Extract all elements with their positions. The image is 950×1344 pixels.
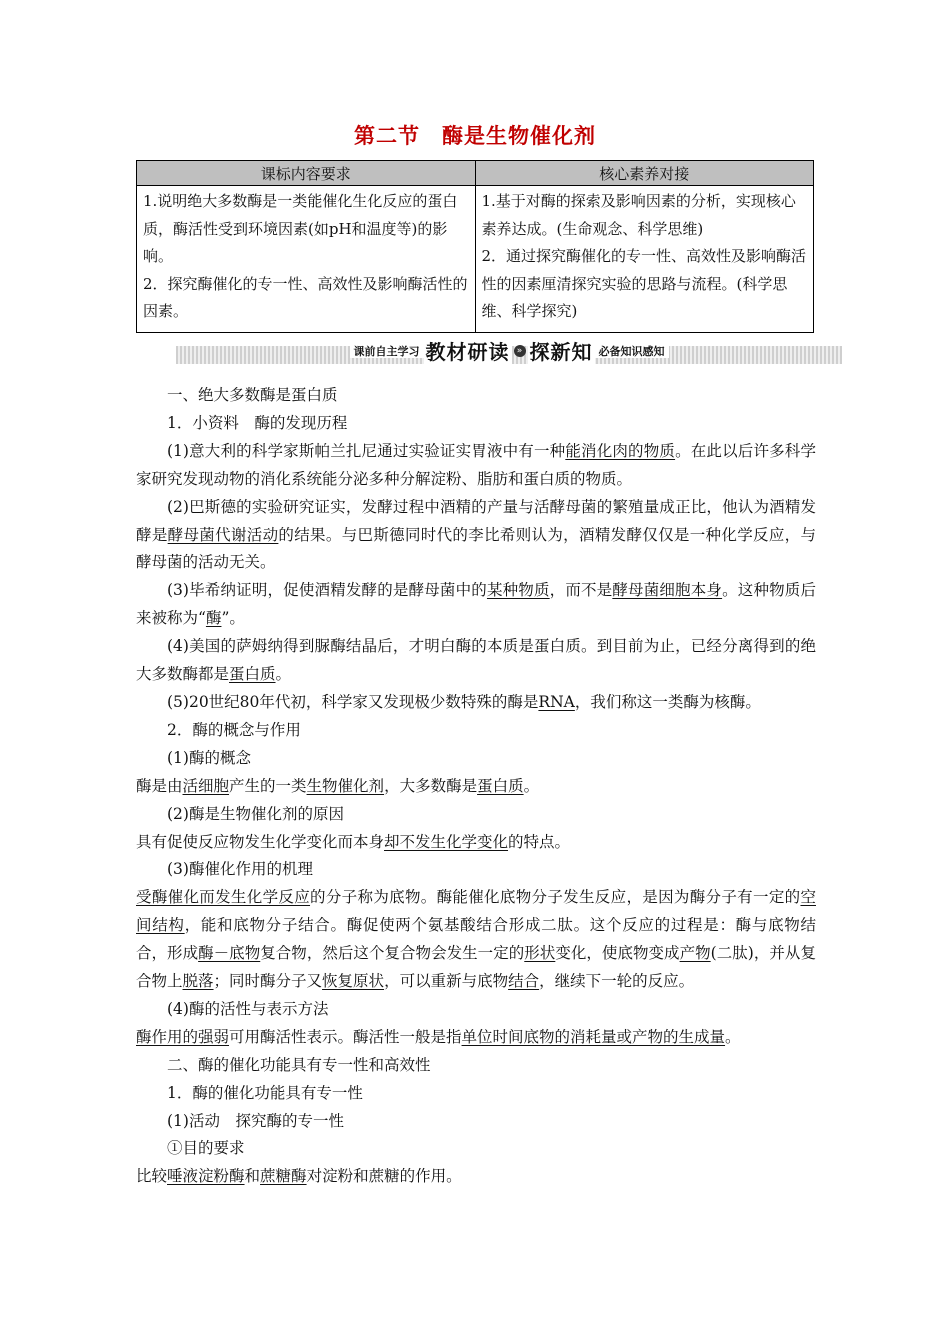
text-run: ①目的要求 xyxy=(167,1139,245,1158)
text-run: ；同时酶分子又 xyxy=(213,972,323,991)
text-run: 。这种物质后来被称为“ xyxy=(136,581,816,628)
paragraph xyxy=(136,884,816,996)
underlined-answer: 结合 xyxy=(508,972,540,991)
header-core-competencies: 核心素养对接 xyxy=(475,161,814,186)
paragraph xyxy=(136,633,816,689)
banner-right-caption: 必备知识感知 xyxy=(595,345,669,358)
page-title: 第二节 酶是生物催化剂 xyxy=(354,124,596,148)
text-run: (3)酶催化作用的机理 xyxy=(167,860,313,879)
banner-text xyxy=(176,336,842,368)
table-header-row xyxy=(137,161,814,186)
paragraph xyxy=(136,1052,816,1080)
paragraph xyxy=(136,577,816,633)
text-run: 1．小资料 酶的发现历程 xyxy=(167,413,348,432)
core-competencies-cell xyxy=(475,186,814,333)
text-run: 。在此以后许多科学家研究发现动物的消化系统能分泌多种分解淀粉、脂肪和蛋白质的物质。 xyxy=(136,441,816,488)
underlined-answer: 生物催化剂 xyxy=(306,776,385,795)
paragraph xyxy=(136,1080,816,1108)
text-run: ，而不是 xyxy=(549,581,613,600)
underlined-answer: 酶作用的强弱 xyxy=(136,1027,230,1046)
text-run: ”。 xyxy=(221,609,245,628)
paragraph xyxy=(136,1108,816,1136)
text-run: 1．酶的催化功能具有专一性 xyxy=(167,1083,363,1102)
paragraph xyxy=(136,717,816,745)
paragraph xyxy=(136,856,816,884)
text-run: 的特点。 xyxy=(508,832,571,851)
requirement-item: 2．探究酶催化的专一性、高效性及影响酶活性的因素。 xyxy=(143,274,468,320)
underlined-answer: 酶－底物 xyxy=(198,944,261,963)
text-run: 。 xyxy=(275,665,292,684)
text-run: 比较 xyxy=(136,1167,168,1186)
paragraph xyxy=(136,1024,816,1052)
paragraph xyxy=(136,494,816,578)
paragraph xyxy=(136,801,816,829)
text-run: 产生的一类 xyxy=(229,776,307,795)
underlined-answer: 产物 xyxy=(679,944,711,963)
text-run: (4)酶的活性与表示方法 xyxy=(167,999,329,1018)
paragraph xyxy=(136,689,816,717)
text-run: 可用酶活性表示。酶活性一般是指 xyxy=(229,1027,462,1046)
text-run: (二肽)，并从复合物上 xyxy=(136,944,816,991)
competency-item: 2．通过探究酶催化的专一性、高效性及影响酶活性的因素厘清探究实验的思路与流程。(科学思维、科学探究) xyxy=(481,247,807,320)
double-chevron-icon: » xyxy=(514,345,526,357)
paragraph xyxy=(136,996,816,1024)
paragraph xyxy=(136,773,816,801)
underlined-answer: 却不发生化学变化 xyxy=(384,832,509,851)
text-run: (1)活动 探究酶的专一性 xyxy=(167,1111,344,1130)
standards-table xyxy=(136,160,814,333)
paragraph xyxy=(136,438,816,494)
underlined-answer: 活细胞 xyxy=(182,776,230,795)
text-run: (4)美国的萨姆纳得到脲酶结晶后，才明白酶的本质是蛋白质。到目前为止，已经分离得到的绝大多数酶都是 xyxy=(136,637,816,684)
underlined-answer: 酶 xyxy=(205,609,222,628)
text-run: ，可以重新与底物 xyxy=(384,972,509,991)
text-run: ，继续下一轮的反应。 xyxy=(539,972,695,991)
paragraph xyxy=(136,829,816,857)
paragraph xyxy=(136,410,816,438)
text-run: 和 xyxy=(244,1167,261,1186)
paragraph xyxy=(136,1135,816,1163)
banner-title-right: 探新知 xyxy=(529,340,593,364)
underlined-answer: 单位时间底物的消耗量或产物的生成量 xyxy=(461,1027,726,1046)
text-run: ，大多数酶是 xyxy=(384,776,478,795)
paragraph xyxy=(136,1163,816,1191)
underlined-answer: 空间结构 xyxy=(136,888,816,935)
underlined-answer: 能消化肉的物质 xyxy=(565,441,676,460)
text-run: ，能和底物分子结合。酶促使两个氨基酸结合形成二肽。这个反应的过程是：酶与底物结合，形成 xyxy=(136,916,816,963)
section-banner xyxy=(176,336,842,368)
underlined-answer: 恢复原状 xyxy=(322,972,385,991)
text-run: 复合物，然后这个复合物会发生一定的 xyxy=(260,944,525,963)
text-run: (3)毕希纳证明，促使酒精发酵的是酵母菌中的 xyxy=(167,581,487,600)
underlined-answer: 蔗糖酶 xyxy=(260,1167,307,1186)
underlined-answer: 蛋白质 xyxy=(229,665,276,684)
text-run: (2)酶是生物催化剂的原因 xyxy=(167,804,344,823)
text-run: 二、酶的催化功能具有专一性和高效性 xyxy=(167,1055,431,1074)
text-run: 对淀粉和蔗糖的作用。 xyxy=(306,1167,462,1186)
underlined-answer: 酵母菌代谢活动 xyxy=(167,525,279,544)
underlined-answer: 蛋白质 xyxy=(477,776,524,795)
competency-item: 1.基于对酶的探索及影响因素的分析，实现核心素养达成。(生命观念、科学思维) xyxy=(481,192,796,238)
underlined-answer: 受酶催化而发生化学反应 xyxy=(136,888,311,907)
text-run: 2．酶的概念与作用 xyxy=(167,720,301,739)
main-content xyxy=(136,382,816,1191)
header-curriculum-requirements: 课标内容要求 xyxy=(137,161,476,186)
text-run: 。 xyxy=(725,1027,741,1046)
paragraph xyxy=(136,745,816,773)
text-run: (5)20世纪80年代初，科学家又发现极少数特殊的酶是 xyxy=(167,692,539,711)
underlined-answer: 酵母菌细胞本身 xyxy=(612,581,723,600)
underlined-answer: 某种物质 xyxy=(486,581,550,600)
text-run: (1)酶的概念 xyxy=(167,748,251,767)
underlined-answer: 形状 xyxy=(524,944,556,963)
requirement-item: 1.说明绝大多数酶是一类能催化生化反应的蛋白质，酶活性受到环境因素(如pH和温度等)的影响。 xyxy=(143,192,458,265)
text-run: (1)意大利的科学家斯帕兰扎尼通过实验证实胃液中有一种 xyxy=(167,441,566,460)
text-run: 的分子称为底物。酶能催化底物分子发生反应，是因为酶分子有一定的 xyxy=(310,888,801,907)
text-run: 具有促使反应物发生化学变化而本身 xyxy=(136,832,385,851)
table-row xyxy=(137,186,814,333)
underlined-answer: RNA xyxy=(538,692,575,711)
underlined-answer: 唾液淀粉酶 xyxy=(167,1167,245,1186)
banner-title-left: 教材研读 xyxy=(425,340,510,364)
banner-left-caption: 课前自主学习 xyxy=(350,345,424,358)
text-run: 的结果。与巴斯德同时代的李比希则认为，酒精发酵仅仅是一种化学反应，与酵母菌的活动无关。 xyxy=(136,525,816,572)
paragraph xyxy=(136,382,816,410)
text-run: 变化，使底物变成 xyxy=(555,944,680,963)
text-run: 酶是由 xyxy=(136,776,183,795)
text-run: 一、绝大多数酶是蛋白质 xyxy=(167,386,338,404)
curriculum-requirements-cell xyxy=(137,186,476,333)
text-run: 。 xyxy=(523,776,540,795)
text-run: (2)巴斯德的实验研究证实，发酵过程中酒精的产量与活酵母菌的繁殖量成正比，他认为酒精发酵是 xyxy=(136,497,816,544)
underlined-answer: 脱落 xyxy=(182,972,214,991)
text-run: ，我们称这一类酶为核酶。 xyxy=(574,692,761,711)
